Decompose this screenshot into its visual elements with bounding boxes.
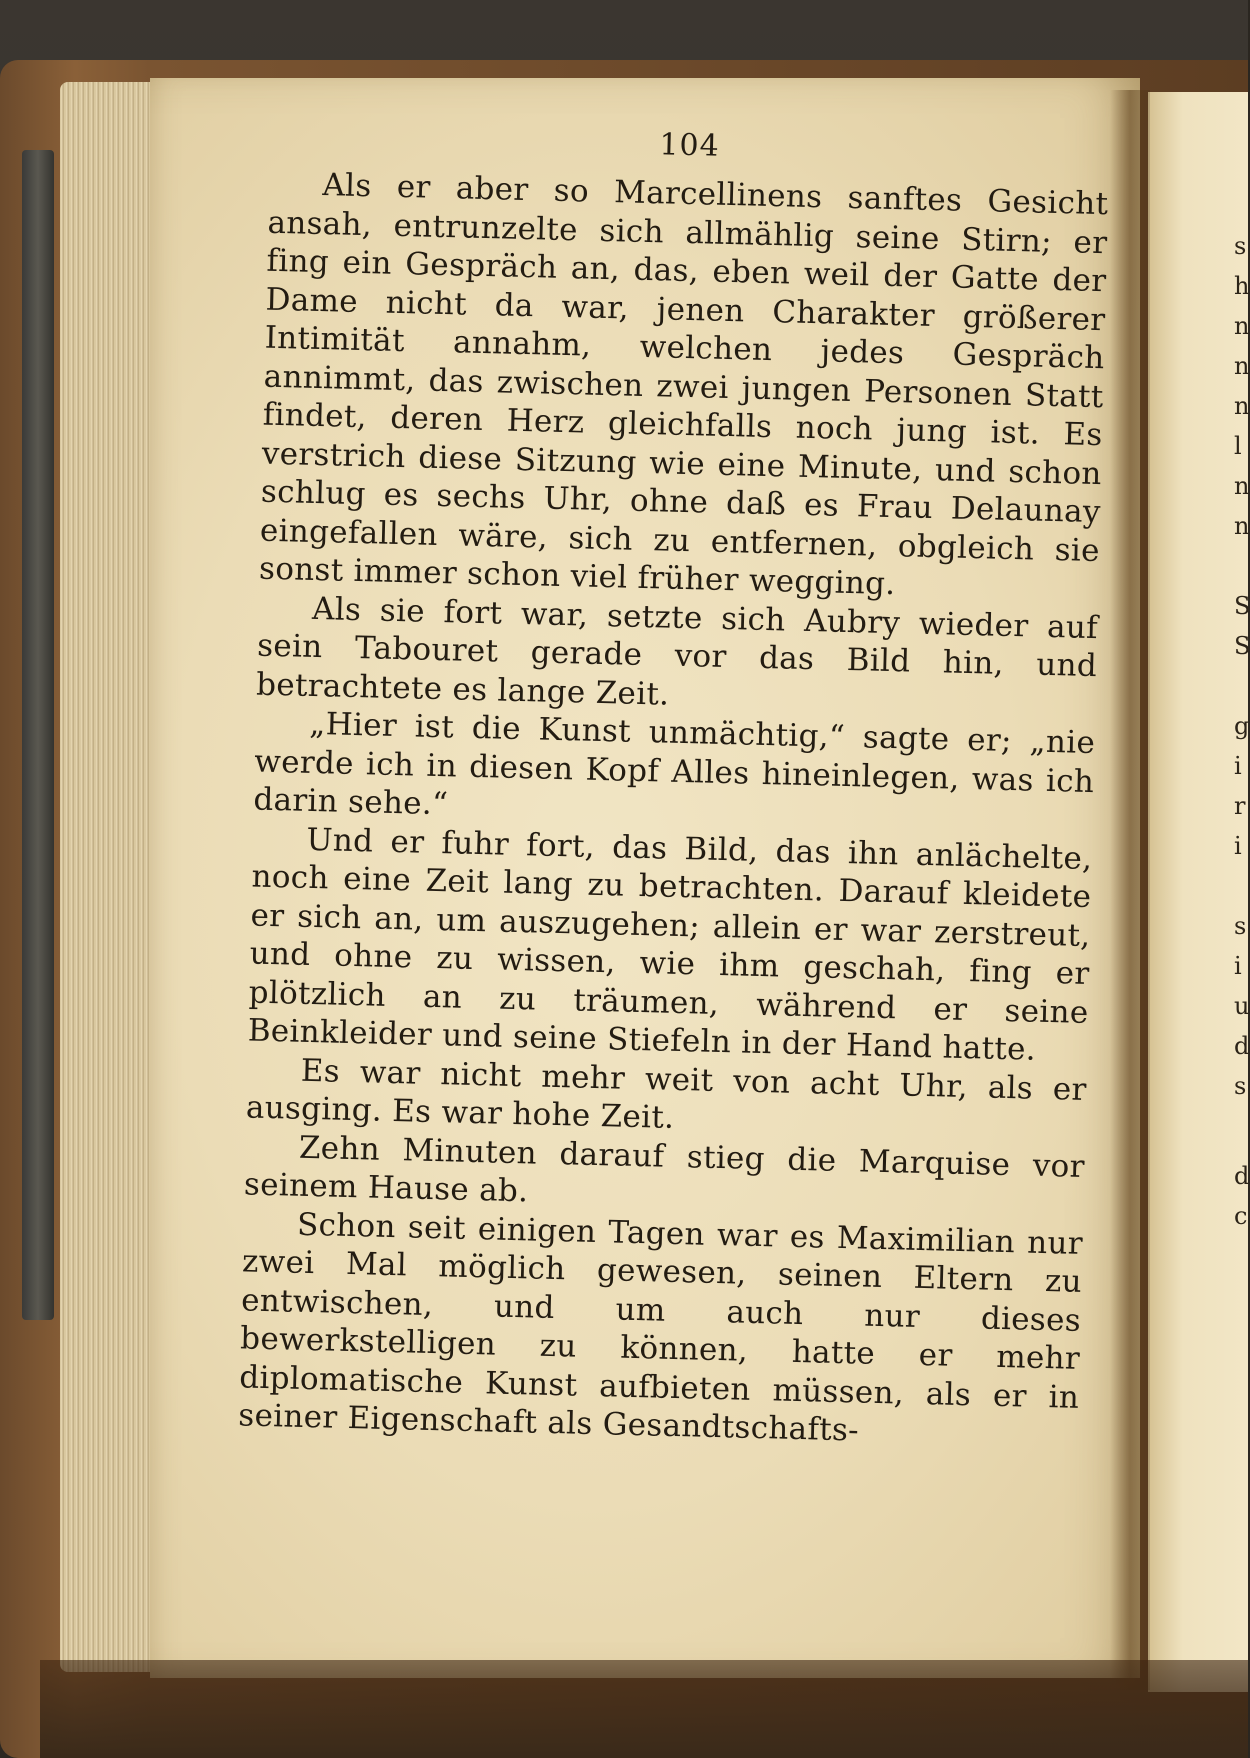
right-page-fragment: S	[1234, 632, 1250, 660]
right-page-fragment: h	[1234, 272, 1250, 300]
paragraph: Zehn Minuten darauf stieg die Marquise vor seinem Hause ab.	[243, 1129, 1086, 1210]
right-page-fragment: d	[1234, 1162, 1250, 1190]
right-page-fragment: c	[1234, 1202, 1248, 1230]
cover-spine-strip	[22, 150, 54, 1320]
paragraph: Und er fuhr fort, das Bild, das ihn anlächelte, noch eine Zeit lang zu betrachten. Darauf kleidete er sich an, um auszugehen; allein er war zerstreut, und ohne zu wissen, wie ihm geschah, fing er plötzlich an zu träumen, während er seine Beinkleider und seine Stiefeln in der Hand hatte.	[247, 821, 1093, 1068]
right-page-fragment: s	[1234, 1072, 1247, 1100]
right-page-fragment: s	[1234, 232, 1247, 260]
right-page-fragment: n	[1234, 312, 1250, 340]
right-page-fragment: n	[1234, 352, 1250, 380]
right-page-fragment: l	[1234, 432, 1242, 460]
right-page-fragment: i	[1234, 832, 1242, 860]
right-page-fragment: d	[1234, 1032, 1250, 1060]
right-page-fragment: i	[1234, 752, 1242, 780]
right-page-fragment: g	[1234, 712, 1250, 740]
paragraph: Als sie fort war, setzte sich Aubry wieder auf sein Tabouret gerade vor das Bild hin, und betrachtete es lange Zeit.	[255, 590, 1099, 713]
right-page-fragment: s	[1234, 912, 1247, 940]
right-page-fragment: u	[1234, 992, 1250, 1020]
page-number: 104	[659, 127, 721, 164]
paragraph: Als er aber so Marcellinens sanftes Gesicht ansah, entrunzelte sich allmählig seine Stirn; er fing ein Gespräch an, das, eben weil der Gatte der Dame nicht da war, jenen Charakter größerer Intimität annahm, welchen jedes Gespräch annimmt, das zwischen zwei jungen Personen Statt findet, deren Herz gleichfalls noch jung ist. Es verstrich diese Sitzung wie eine Minute, und schon schlug es sechs Uhr, ohne daß es Frau Delaunay eingefallen wäre, sich zu entfernen, obgleich sie sonst immer schon viel früher wegging.	[258, 167, 1109, 603]
right-page-fragment: r	[1234, 792, 1246, 820]
book-gutter	[1110, 90, 1150, 1690]
page-text-block	[238, 118, 1110, 1456]
right-page	[1148, 92, 1248, 1692]
paragraph: „Hier ist die Kunst unmächtig,“ sagte er; „nie werde ich in diesen Kopf Alles hineinlegen, was ich darin sehe.“	[253, 705, 1096, 823]
book-bottom-shade	[40, 1660, 1248, 1758]
paragraph: Es war nicht mehr weit von acht Uhr, als er ausging. Es war hohe Zeit.	[245, 1052, 1088, 1136]
right-page-fragment: i	[1234, 952, 1242, 980]
right-page-fragment: n	[1234, 472, 1250, 500]
right-page-fragment: S	[1234, 592, 1250, 620]
paragraph: Schon seit einigen Tagen war es Maximilian nur zwei Mal möglich gewesen, seinen Eltern zu entwischen, und um auch nur dieses bewerkstelligen zu können, hatte er mehr diplomatische Kunst aufbieten müssen, als er in seiner Eigenschaft als Gesandtschafts-	[237, 1206, 1084, 1449]
right-page-fragment: n	[1234, 392, 1250, 420]
right-page-fragment: n	[1234, 512, 1250, 540]
